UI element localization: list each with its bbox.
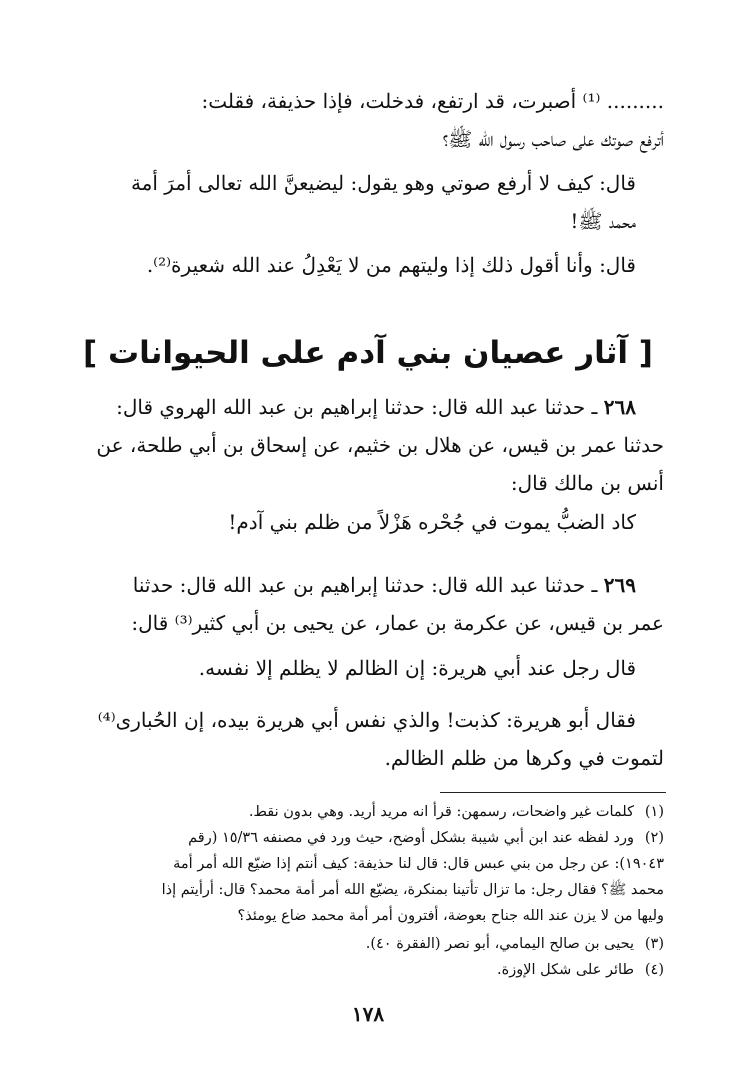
hadith-268	[72, 388, 664, 502]
text-line: فقال أبو هريرة: كذبت! والذي نفس أبي هريرة بيده، إن الحُبارى⁽⁴⁾	[97, 708, 636, 732]
footnote-text: طائر على شكل الإوزة.	[496, 962, 634, 978]
text-line: قال رجل عند أبي هريرة: إن الظالم لا يظلم إلا نفسه.	[198, 656, 636, 680]
hadith-number: ٢٦٩	[603, 573, 636, 597]
footnote-divider	[440, 792, 666, 793]
text-line: قال: وأنا أقول ذلك إذا وليتهم من لا يَعْدِلُ عند الله شعيرة⁽²⁾.	[146, 253, 636, 277]
text-segment: ـ حدثنا عبد الله قال: حدثنا إبراهيم بن عبد الله قال: حدثنا	[132, 573, 604, 597]
text-line: لتموت في وكرها من ظلم الظالم.	[384, 746, 664, 770]
text-line: قال: كيف لا أرفع صوتي وهو يقول: ليضيعنَّ الله تعالى أمرَ أمة	[130, 171, 636, 195]
quote-269-a	[72, 649, 636, 687]
footnote-4	[72, 958, 664, 983]
page-number: ١٧٨	[351, 1002, 385, 1026]
text-line: محمد ﷺ!	[570, 209, 636, 233]
text-line: حدثنا عمر بن قيس، عن هلال بن خثيم، عن إسحاق بن أبي طلحة، عن	[96, 433, 664, 457]
quote-268	[72, 503, 636, 541]
footnote-mark: (١)	[644, 804, 664, 820]
hadith-number: ٢٦٨	[603, 395, 636, 419]
paragraph-3	[72, 246, 636, 284]
footnote-3	[72, 932, 664, 957]
paragraph-1	[72, 82, 664, 158]
footnote-text: كلمات غير واضحات، رسمهن: قرأ انه مريد أريد. وهي بدون نقط.	[248, 804, 634, 820]
text-line: أنس بن مالك قال:	[510, 471, 664, 495]
quote-269-b	[72, 701, 664, 777]
footnote-1	[72, 800, 664, 825]
footnote-2	[72, 826, 664, 851]
text-line	[72, 566, 664, 604]
paragraph-2	[72, 164, 636, 240]
footnote-text: وليها من لا يزن عند الله جناح بعوضة، أفترون أمر أمة محمد ضاع يومئذ؟	[237, 908, 664, 924]
footnote-2-cont	[72, 878, 664, 903]
footnote-2-cont	[72, 852, 664, 877]
footnote-text: ١٩٠٤٣): عن رجل من بني عبس قال: قال لنا حذيفة: كيف أنتم إذا ضيّع الله أمر أمة	[173, 856, 664, 872]
footnote-text: يحيى بن صالح اليمامي، أبو نصر (الفقرة ٤٠).	[365, 936, 634, 952]
text-line: عمر بن قيس، عن عكرمة بن عمار، عن يحيى بن أبي كثير⁽³⁾ قال:	[131, 611, 664, 635]
text-line: كاد الضبُّ يموت في جُحْره هَزْلاً من ظلم بني آدم!	[228, 510, 636, 534]
footnote-2-cont	[72, 904, 664, 929]
footnote-text: ورد لفظه عند ابن أبي شيبة بشكل أوضح، حيث ورد في مصنفه ١٥/٣٦ (رقم	[188, 830, 634, 846]
footnote-text: محمد ﷺ؟ فقال رجل: ما تزال تأتينا بمنكرة، يضيّع الله أمر أمة محمد؟ قال: أرأيتم إذا	[161, 882, 664, 898]
footnote-mark: (٤)	[644, 962, 664, 978]
section-heading: [ آثار عصيان بني آدم على الحيوانات ]	[83, 335, 653, 371]
text-line: ......... ⁽¹⁾ أصبرت، قد ارتفع، فدخلت، فإذا حذيفة، فقلت:	[201, 89, 664, 113]
hadith-269	[72, 566, 664, 642]
footnote-mark: (٣)	[644, 936, 664, 952]
text-segment: ـ حدثنا عبد الله قال: حدثنا إبراهيم بن عبد الله الهروي قال:	[116, 395, 604, 419]
text-line	[72, 388, 664, 426]
footnote-mark: (٢)	[644, 830, 664, 846]
text-line: أترفع صوتك على صاحب رسول الله ﷺ؟	[442, 127, 664, 151]
